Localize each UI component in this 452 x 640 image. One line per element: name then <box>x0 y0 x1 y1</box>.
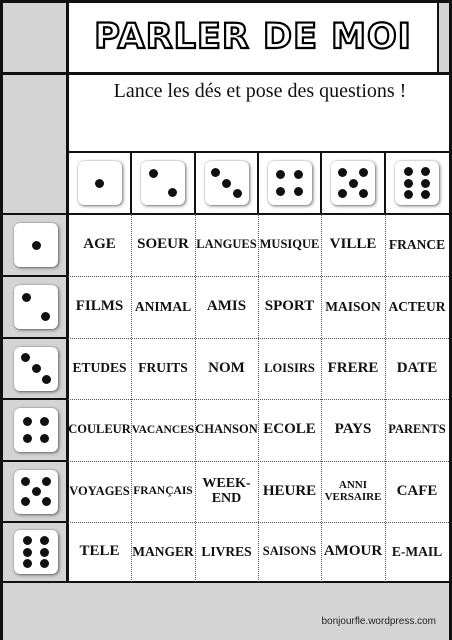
header-separator <box>257 152 259 214</box>
word-cell: FRUITS <box>138 360 188 376</box>
column-die-3 <box>205 161 249 205</box>
die-pip <box>338 189 347 198</box>
die-pip <box>23 434 32 443</box>
bottom-gray-band <box>3 582 449 640</box>
die-pip <box>40 434 49 443</box>
column-die-4 <box>268 161 312 205</box>
word-cell: SOEUR <box>137 236 189 253</box>
header-separator <box>130 152 132 214</box>
word-cell: MAISON <box>325 298 381 314</box>
word-cell: VILLE <box>329 236 377 253</box>
die-pip <box>404 179 413 188</box>
die-pip <box>233 189 242 198</box>
word-cell: TELE <box>79 543 120 560</box>
word-cell: VACANCES <box>131 423 195 436</box>
word-cell: SAISONS <box>262 544 317 559</box>
die-pip <box>32 487 41 496</box>
word-cell: FRANCE <box>388 236 446 252</box>
column-die-6 <box>395 161 439 205</box>
word-cell: MUSIQUE <box>259 237 320 252</box>
die-pip <box>211 168 220 177</box>
die-pip <box>421 167 430 176</box>
die-pip <box>40 417 49 426</box>
word-cell: NOM <box>208 359 245 376</box>
die-pip <box>404 190 413 199</box>
die-pip <box>32 364 41 373</box>
word-cell: CHANSON <box>195 422 258 437</box>
row-die-separator <box>3 460 67 462</box>
word-cell: MANGER <box>132 543 194 559</box>
die-pip <box>32 241 41 250</box>
die-pip <box>40 559 49 568</box>
die-pip <box>23 559 32 568</box>
die-pip <box>40 548 49 557</box>
word-cell: AMIS <box>206 298 247 315</box>
die-pip <box>359 189 368 198</box>
die-pip <box>149 169 158 178</box>
column-die-2 <box>141 161 185 205</box>
row-die-separator <box>3 521 67 523</box>
header-separator <box>320 152 322 214</box>
die-pip <box>421 190 430 199</box>
header-separator <box>384 152 386 214</box>
die-pip <box>40 536 49 545</box>
die-pip <box>349 179 358 188</box>
word-cell: PAYS <box>334 421 372 438</box>
column-die-1 <box>78 161 122 205</box>
word-cell: FRANÇAIS <box>133 485 193 498</box>
row-die-separator <box>3 337 67 339</box>
row-die-1 <box>14 223 58 267</box>
word-cell: ETUDES <box>72 360 127 376</box>
page-title: PARLER DE MOI <box>94 17 412 57</box>
word-cell: ANNI VERSAIRE <box>324 478 382 503</box>
die-pip <box>276 170 285 179</box>
die-pip <box>168 188 177 197</box>
word-cell: ECOLE <box>263 421 316 438</box>
die-pip <box>23 417 32 426</box>
word-cell: CAFE <box>396 482 438 499</box>
die-pip <box>42 477 51 486</box>
die-pip <box>338 168 347 177</box>
die-pip <box>41 312 50 321</box>
die-pip <box>42 497 51 506</box>
word-cell: DATE <box>396 359 438 376</box>
word-cell: AGE <box>83 236 116 253</box>
header-separator <box>194 152 196 214</box>
die-pip <box>42 375 51 384</box>
row-die-6 <box>14 530 58 574</box>
word-cell: AMOUR <box>323 543 383 560</box>
row-die-5 <box>14 470 58 514</box>
die-pip <box>21 353 30 362</box>
row-die-4 <box>14 408 58 452</box>
word-cell: LIVRES <box>201 543 252 559</box>
word-cell: SPORT <box>264 298 315 315</box>
row-die-separator <box>3 275 67 277</box>
word-cell: WEEK- END <box>202 475 251 506</box>
die-pip <box>359 168 368 177</box>
instructions-text: Lance les dés et pose des questions ! <box>113 80 407 102</box>
die-pip <box>421 179 430 188</box>
word-cell: ACTEUR <box>388 298 446 314</box>
top-left-gray-block <box>3 0 67 75</box>
die-pip <box>21 477 30 486</box>
die-pip <box>294 170 303 179</box>
word-cell: HEURE <box>262 482 317 499</box>
column-die-5 <box>331 161 375 205</box>
die-pip <box>21 497 30 506</box>
die-pip <box>23 536 32 545</box>
row-die-separator <box>3 398 67 400</box>
word-cell: VOYAGES <box>69 483 130 498</box>
die-pip <box>95 179 104 188</box>
die-pip <box>294 187 303 196</box>
die-pip <box>22 293 31 302</box>
word-cell: ANIMAL <box>134 298 192 314</box>
row-die-3 <box>14 347 58 391</box>
row-die-2 <box>14 285 58 329</box>
word-cell: COULEUR <box>68 422 131 437</box>
top-right-gray-block <box>438 0 449 75</box>
die-pip <box>222 179 231 188</box>
word-cell: LOISIRS <box>264 360 315 375</box>
word-cell: E-MAIL <box>391 543 443 559</box>
die-pip <box>23 548 32 557</box>
die-pip <box>276 187 285 196</box>
word-cell: FILMS <box>75 298 124 315</box>
die-pip <box>404 167 413 176</box>
word-cell: FRERE <box>327 359 379 376</box>
credit-text: bonjourfle.wordpress.com <box>321 616 436 627</box>
word-cell: PARENTS <box>388 422 446 437</box>
word-cell: LANGUES <box>196 237 257 252</box>
